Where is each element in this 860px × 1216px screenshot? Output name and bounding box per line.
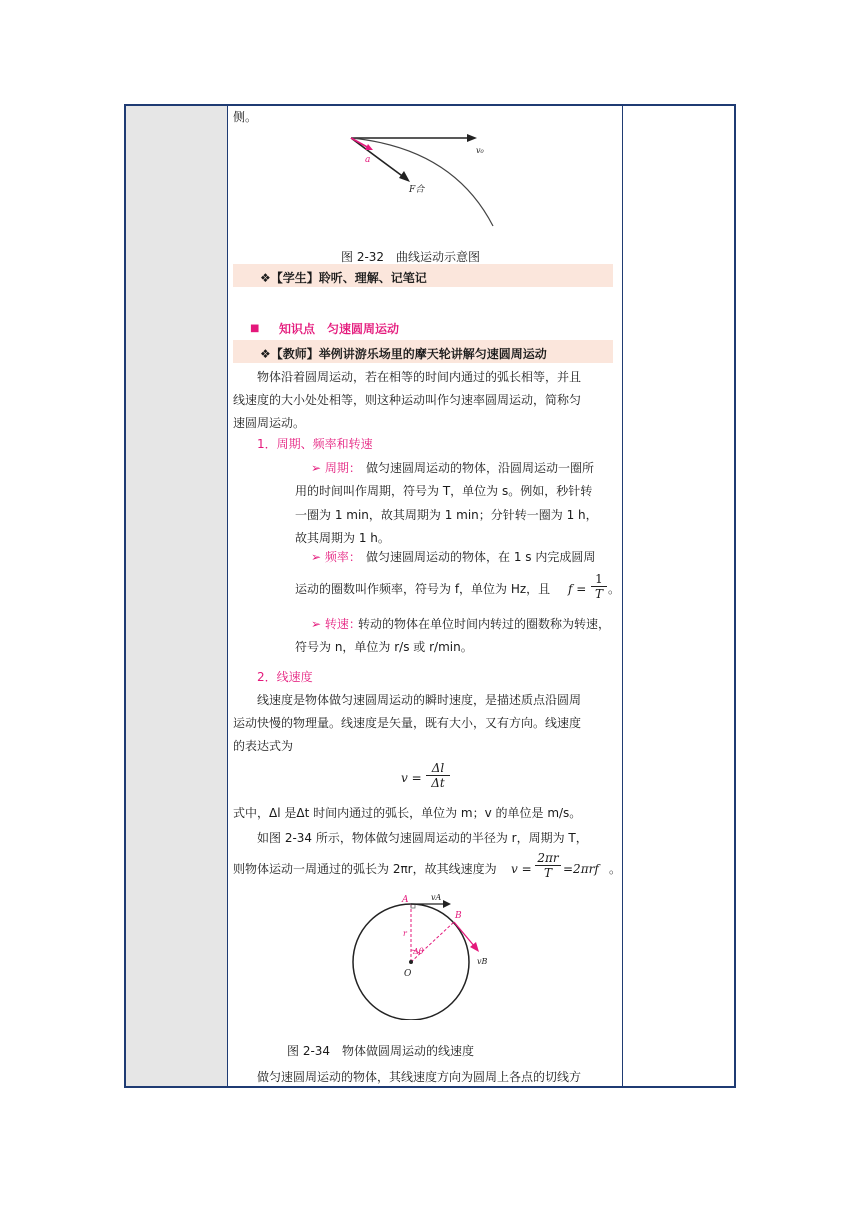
- section-title: 知识点 匀速圆周运动: [279, 322, 400, 336]
- teacher-bar: [233, 340, 613, 363]
- label-vA: vA: [431, 893, 442, 902]
- paragraph-line: 的表达式为: [233, 739, 294, 753]
- figure-caption-2-32: 图 2-32 曲线运动示意图: [341, 250, 481, 264]
- fraction-numerator: 1: [595, 572, 603, 586]
- paragraph-line: 速圆周运动。: [233, 416, 306, 430]
- heading-linear-velocity: 2．线速度: [257, 670, 313, 684]
- paragraph-line: 运动快慢的物理量。线速度是矢量，既有大小，又有方向。线速度: [233, 716, 582, 730]
- heading-period: 1．周期、频率和转速: [257, 437, 373, 451]
- label-r: r: [403, 929, 407, 938]
- formula-v-fraction: [426, 761, 450, 790]
- fraction-denominator: T: [591, 586, 607, 601]
- speed-line: 符号为 n，单位为 r/s 或 r/min。: [295, 640, 473, 654]
- label-B: B: [455, 911, 462, 921]
- section-marker: ■: [250, 323, 260, 334]
- paragraph-line: 如图 2-34 所示，物体做匀速圆周运动的半径为 r，周期为 T，: [257, 831, 588, 845]
- frequency-line: 做匀速圆周运动的物体，在 1 s 内完成圆周: [366, 550, 596, 564]
- period-line: 用的时间叫作周期，符号为 T，单位为 s。例如，秒针转: [295, 484, 593, 498]
- speed-line: 转动的物体在单位时间内转过的圈数称为转速，: [358, 617, 611, 631]
- formula-v-lhs: v =: [401, 771, 422, 785]
- formula-fraction: [591, 572, 607, 601]
- formula-v2-fraction: [535, 851, 561, 880]
- period-line: 做匀速圆周运动的物体，沿圆周运动一圈所: [366, 461, 595, 475]
- paragraph-line: 物体沿着圆周运动，若在相等的时间内通过的弧长相等，并且: [257, 370, 582, 384]
- fraction-denominator: Δt: [426, 775, 450, 790]
- fraction-numerator: Δl: [431, 761, 445, 775]
- left-column: [126, 106, 228, 1086]
- paragraph-line: 做匀速圆周运动的物体，其线速度方向为圆周上各点的切线方: [257, 1070, 582, 1084]
- formula-end: 。: [609, 862, 622, 876]
- figure-caption-2-34: 图 2-34 物体做圆周运动的线速度: [287, 1044, 475, 1058]
- fraction-denominator: T: [535, 865, 561, 880]
- label-A: A: [402, 895, 409, 905]
- formula-v2-rhs: =2πrf: [563, 862, 599, 876]
- curve-motion-figure: [343, 128, 503, 228]
- formula-end: 。: [608, 582, 621, 596]
- right-column-divider: [622, 106, 623, 1086]
- teacher-bar-text: ❖【教师】举例讲游乐场里的摩天轮讲解匀速圆周运动: [260, 347, 547, 361]
- label-vB: vB: [477, 957, 488, 966]
- paragraph-line: 则物体运动一周通过的弧长为 2πr，故其线速度为: [233, 862, 497, 876]
- fraction-numerator: 2πr: [537, 851, 559, 865]
- label-v0: v₀: [476, 146, 484, 155]
- label-F: F合: [409, 185, 425, 195]
- paragraph-line: 式中，Δl 是Δt 时间内通过的弧长，单位为 m；v 的单位是 m/s。: [233, 806, 582, 820]
- frequency-line: 运动的圈数叫作频率，符号为 f，单位为 Hz，且: [295, 582, 551, 596]
- paragraph-line: 线速度是物体做匀速圆周运动的瞬时速度，是描述质点沿圆周: [257, 693, 582, 707]
- period-line: 故其周期为 1 h。: [295, 531, 390, 545]
- text-line: 侧。: [233, 110, 258, 124]
- paragraph-line: 线速度的大小处处相等，则这种运动叫作匀速率圆周运动，简称匀: [233, 393, 582, 407]
- label-theta: Δθ: [413, 947, 424, 956]
- label-O: O: [404, 969, 412, 979]
- label-a: a: [365, 155, 371, 165]
- period-label: ➢ 周期：: [311, 461, 361, 475]
- period-line: 一圈为 1 min，故其周期为 1 min；分针转一圈为 1 h，: [295, 508, 598, 522]
- formula-v2-lhs: v =: [511, 862, 532, 876]
- formula-f-lhs: f =: [568, 582, 587, 596]
- student-bar: [233, 264, 613, 287]
- circular-velocity-figure: [349, 892, 509, 1020]
- student-bar-text: ❖【学生】聆听、理解、记笔记: [260, 271, 427, 285]
- frequency-label: ➢ 频率：: [311, 550, 361, 564]
- lesson-table: [124, 104, 736, 1088]
- speed-label: ➢ 转速：: [311, 617, 361, 631]
